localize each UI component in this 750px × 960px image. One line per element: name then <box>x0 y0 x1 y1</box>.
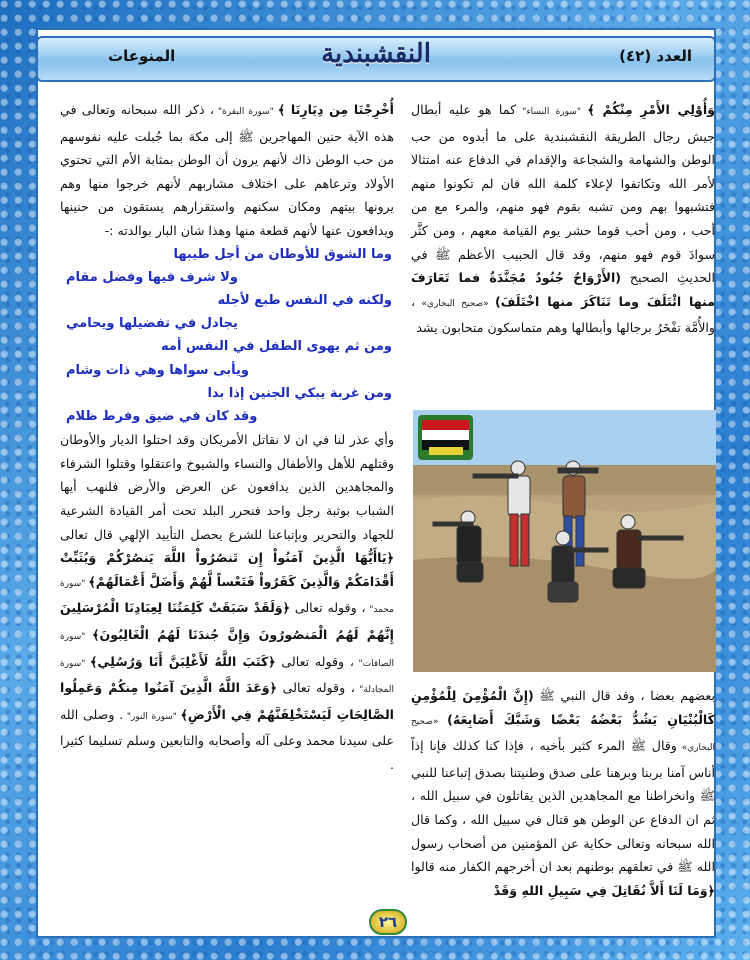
body-text: ، ذكر الله سبحانه وتعالى في هذه الآية حنين المهاجرين ﷺ إلى مكة بما جُبلت عليه نفوسهم من حب الوطن ذاك لأنهم يرون أن الوطن بمثابة الأم التي تحتوي الأولاد وترعاهم على اختلاف مشاربهم لأنهم خرجوا منها وهم يرونها بيتهم ومكان سكنهم واستقرارهم يستقون من حنينها ويدافعون عنها لأنهم قطعة منها وهذا شان البار بوالدته :- <box>60 102 394 238</box>
source-reference: "سورة النساء" <box>516 107 588 117</box>
article-paragraph <box>60 428 394 776</box>
page-header <box>36 36 716 82</box>
flag-logo <box>418 415 473 460</box>
source-reference: "سورة محمد" <box>60 578 394 616</box>
poem-verse: ومن ثم يهوى الطفل في النفس أمه <box>161 339 392 355</box>
hadith-quote: (إِنَّ الْمُؤْمِنَ لِلْمُؤْمِنِ كَالْبُنْيَانِ يَشُدُّ بَعْضُهُ بَعْضًا وَشَبَّكَ أَصَابِعَهُ) <box>411 688 715 727</box>
right-column-bottom <box>411 684 715 902</box>
fighters-photo <box>413 410 716 672</box>
body-text: ، وقوله تعالى <box>275 653 354 669</box>
section-name: المنوعات <box>108 47 176 65</box>
body-text: بعضهم بعضا ، وقد قال النبي ﷺ <box>533 688 715 703</box>
poem-verse: ومن غربة يبكي الجنين إذا بدا <box>207 385 392 401</box>
source-reference: "سورة الصافات" <box>60 631 394 669</box>
page-number: ٢٦ <box>369 909 407 935</box>
source-reference: «صحيح البخاري» <box>415 298 495 309</box>
quran-verse: ﴿يَاأَيُّهَا الَّذِينَ آمَنُواْ إِن تَنصُرُواْ اللَّهَ يَنصُرْكُمْ وَيُثَبِّتْ أَقْدَامَكُمْ وَالَّذِينَ كَفَرُواْ فَتَعْساً لَّهُمْ وَأَضَلَّ أَعْمَالَهُمْ﴾ <box>60 550 394 589</box>
poem-verse: ولكنه في النفس طبع لأجله <box>217 292 392 308</box>
poem-verse: وقد كان في ضيق وفرط ظلام <box>66 408 258 424</box>
source-reference: "سورة النور" <box>123 711 181 722</box>
body-text: ، وقوله تعالى <box>277 680 355 696</box>
right-column-top <box>411 98 715 340</box>
body-text: ، وقوله تعالى <box>290 600 366 616</box>
body-text: . وصلى الله على سيدنا محمد وعلى آله وأصحابه والتابعين وسلم تسليما كثيرا . <box>60 706 394 772</box>
quran-verse: أُخْرِجْنَا مِن دِيَارِنَا ﴾ <box>277 102 394 117</box>
body-text: وقال ﷺ المرء كثير بأخيه ، فإذا كنا كذلك فإنا إذاً أناس آمنا بربنا وبرهنا على صدق وطنيتنا بصدق إتباعنا للنبي ﷺ وانخراطنا مع المجاهدين الذين يقاتلون في سبيل الله ، ثم ان الدفاع عن الوطن هو قتال في سبيل الله ، وكما قال الله سبحانه وتعالى حكاية عن المؤمنين من أصحاب رسول الله ﷺ في تعلقهم بوطنهم بعد ان أخرجهم الكفار منه قالوا <box>411 738 715 875</box>
poem-verse: يجادل في تفضيلها ويحامي <box>66 316 238 332</box>
issue-number: العدد (٤٢) <box>619 47 692 65</box>
article-paragraph <box>60 98 394 243</box>
quran-verse: ﴿كَتَبَ اللَّهُ لَأَغْلِبَنَّ أَنَا وَرُسُلِي﴾ <box>90 653 276 669</box>
quran-verse: ﴿وَلَقَدْ سَبَقَتْ كَلِمَتُنَا لِعِبَادِنَا الْمُرْسَلِينَ إِنَّهُمْ لَهُمُ الْمَنصُورُونَ وَإِنَّ جُندَنَا لَهُمُ الْغَالِبُونَ﴾ <box>60 600 394 642</box>
body-text: وأي عذر لنا في ان لا نقاتل الأمريكان وقد احتلوا الديار والأوطان وقتلهم للأهل والأطفال والنساء والشيوخ واعتقلوا وقتلوا الشرفاء والمجاهدين الذين يدافعون عن العرض والأرض فلنهب أيها الشباب بوثبة رجل واحد فنحرر البلد تحت أمر القيادة الشرعية للجهاد والتحرير وبإتباعنا للشرع يحصل التأييد الإلهي قال تعالى <box>60 432 394 542</box>
magazine-title: النقشبندية <box>321 39 431 69</box>
quran-verse: وَأُوْلِي الأَمْرِ مِنْكُمْ ﴾ <box>587 102 715 117</box>
source-reference: "سورة المجادلة" <box>60 658 394 696</box>
poem-verse: ولا شرف فيها وفضل مقام <box>66 269 238 285</box>
source-reference: «صحيح البخاري» <box>411 716 715 754</box>
source-reference: "سورة البقرة" <box>213 107 278 117</box>
poem-verse: وما الشوق للأوطان من أجل طيبها <box>173 246 392 262</box>
poem-verse: ويأبى سواها وهي ذات وشام <box>66 362 249 378</box>
quran-verse: ﴿وَعَدَ اللَّهُ الَّذِينَ آمَنُوا مِنكُمْ وَعَمِلُوا الصَّالِحَاتِ لَيَسْتَخْلِفَنَّهُمْ فِي الْأَرْضِ﴾ <box>60 680 394 722</box>
hadith-quote: (الأَرْوَاحُ جُنُودٌ مُجَنَّدَةٌ فما تَعَارَفَ منها ائْتَلَفَ وما تَنَاكَرَ منها اخْتَلَفَ) <box>411 270 715 309</box>
left-column <box>60 98 394 777</box>
body-text: ، والأُمَّة تفْخَرُ برجالها وأبطالها وهم متماسكون متحابون يشد <box>411 293 715 336</box>
quran-verse: ﴿وَمَا لَنَا أَلاَّ نُقَاتِلَ فِي سَبِيلِ اللهِ وَقَدْ <box>493 882 715 898</box>
article-paragraph <box>411 684 715 902</box>
body-text: كما هو عليه أبطال جيش رجال الطريقة النقشبندية على ما أبدوه من حب الوطن والشهامة والشجاعة والإقدام في الدفاع عنه امتثالا لأمر الله وتكاتفوا لإعلاء كلمة الله فان لم تكونوا منهم فتشبهوا بهم ومن تشبه بقوم فهو منهم، والمرء مع من أحب ، ومن أحب قوما حشر يوم القيامة معهم ، ومن كثَّر سوادَ قوم فهو منهم، وقد قال الحبيب الأعظم ﷺ في الحديثِ الصحيح <box>411 102 715 286</box>
poem <box>60 243 394 429</box>
article-paragraph <box>411 98 715 340</box>
article-photo <box>413 410 716 672</box>
